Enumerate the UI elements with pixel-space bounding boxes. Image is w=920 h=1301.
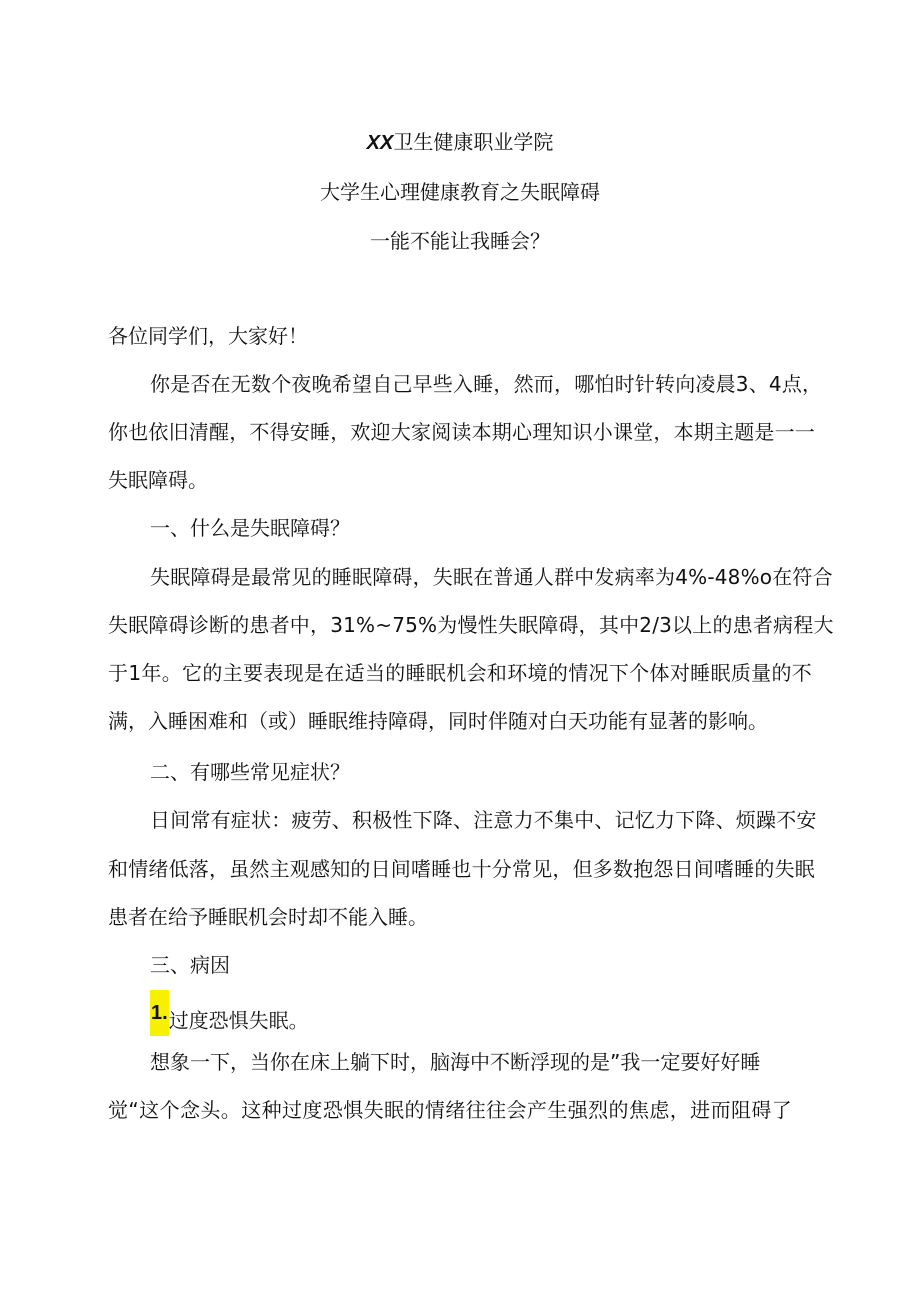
section-heading-2: 二、有哪些常见症状？ — [150, 760, 350, 784]
document-title: 大学生心理健康教育之失眠障碍 — [320, 180, 600, 204]
document-subtitle: 一能不能让我睡会？ — [370, 229, 550, 253]
para2-line-1: 日间常有症状：疲劳、积极性下降、注意力不集中、记忆力下降、烦躁不安 — [150, 808, 817, 832]
list-item-1 — [150, 999, 309, 1045]
school-prefix: XX — [366, 132, 394, 154]
section-heading-1: 一、什么是失眠障碍？ — [150, 516, 350, 540]
intro-line-2: 你也依旧清醒，不得安睡，欢迎大家阅读本期心理知识小课堂，本期主题是一一 — [108, 420, 815, 444]
list-item-text: 过度恐惧失眠。 — [168, 1008, 309, 1033]
intro-line-1: 你是否在无数个夜晚希望自己早些入睡，然而，哪怕时针转向凌晨3、4点， — [150, 372, 823, 396]
para1-line-3: 于1年。它的主要表现是在适当的睡眠机会和环境的情况下个体对睡眠质量的不 — [108, 661, 812, 685]
section-heading-3: 三、病因 — [150, 953, 230, 977]
greeting: 各位同学们，大家好！ — [108, 324, 308, 348]
para1-line-1: 失眠障碍是最常见的睡眠障碍，失眠在普通人群中发病率为4%-48%o在符合 — [150, 565, 833, 589]
para3-line-1: 想象一下，当你在床上躺下时，脑海中不断浮现的是”我一定要好好睡 — [150, 1050, 761, 1074]
list-item-number-highlight: 1. — [150, 990, 169, 1036]
para1-line-2: 失眠障碍诊断的患者中，31%~75%为慢性失眠障碍，其中2/3以上的患者病程大 — [108, 613, 834, 637]
school-name-rest: 卫生健康职业学院 — [393, 130, 554, 154]
para3-line-2: 觉“这个念头。这种过度恐惧失眠的情绪往往会产生强烈的焦虑，进而阻碍了 — [108, 1098, 792, 1122]
para2-line-2: 和情绪低落，虽然主观感知的日间嗜睡也十分常见，但多数抱怨日间嗜睡的失眠 — [108, 857, 815, 881]
para1-line-4: 满，入睡困难和（或）睡眠维持障碍，同时伴随对白天功能有显著的影响。 — [108, 709, 768, 733]
school-name — [0, 128, 920, 157]
para2-line-3: 患者在给予睡眠机会时却不能入睡。 — [108, 905, 428, 929]
intro-line-3: 失眠障碍。 — [108, 468, 208, 492]
